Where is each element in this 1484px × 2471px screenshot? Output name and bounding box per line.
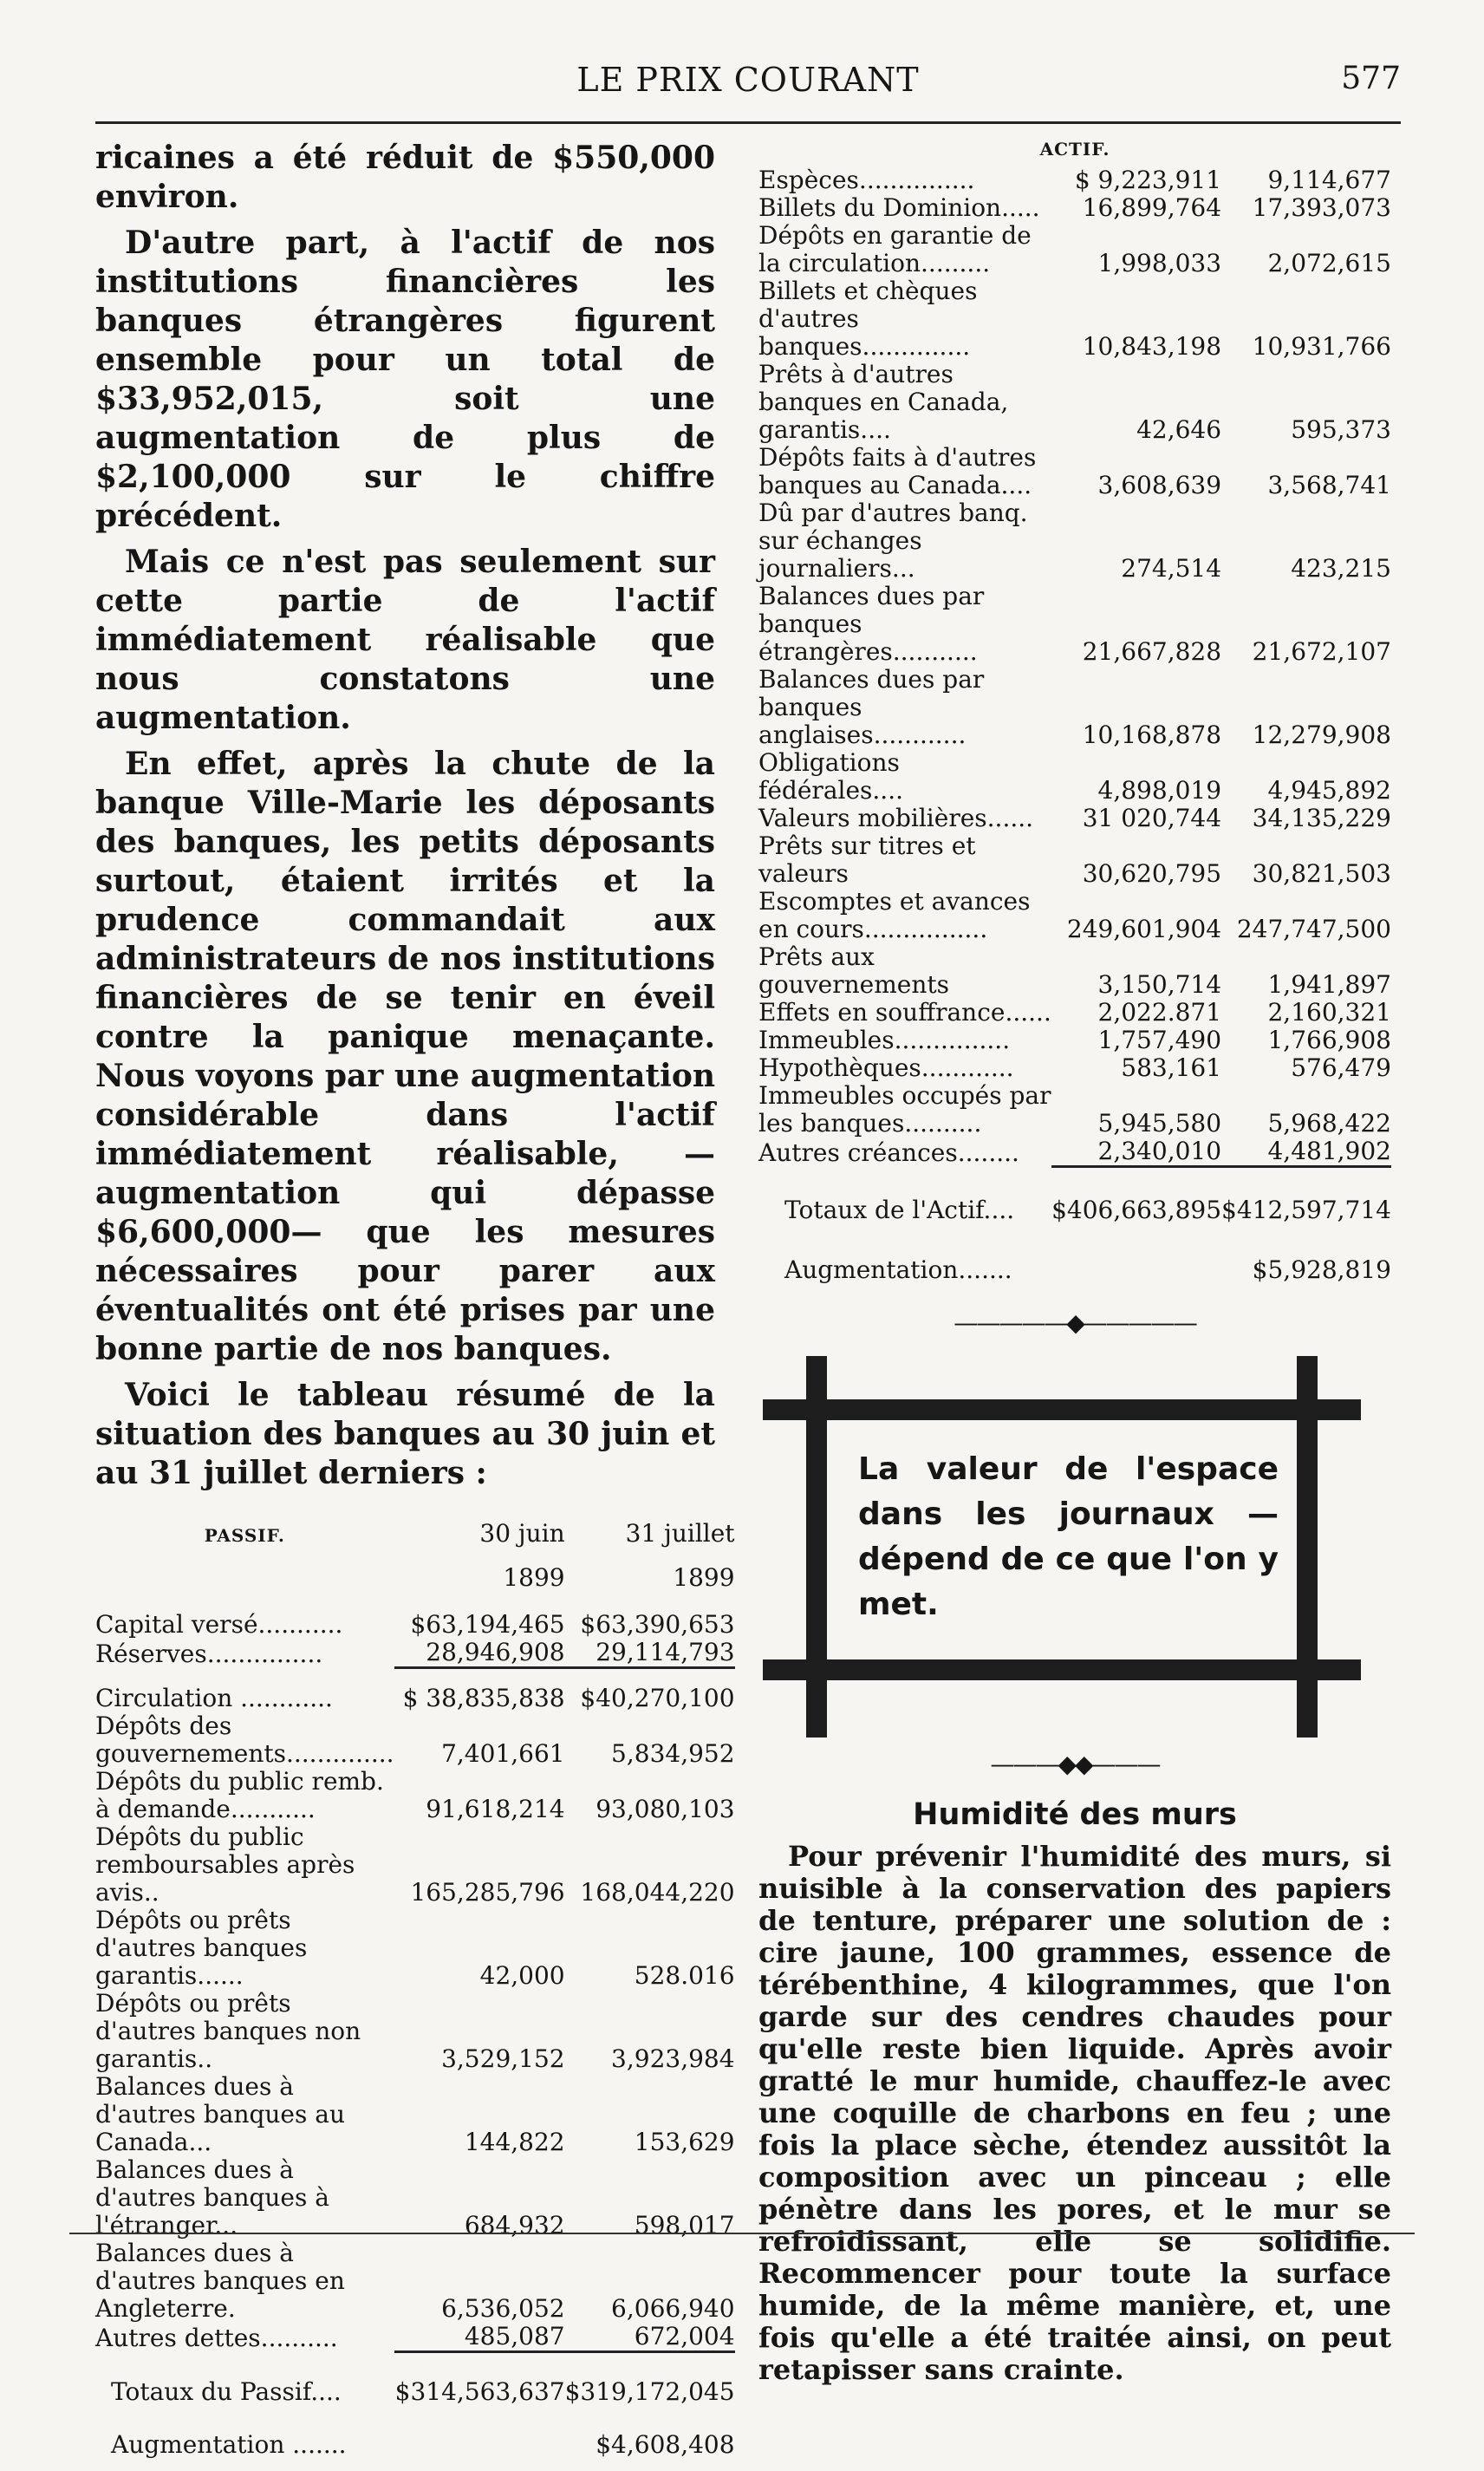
paragraph: D'autre part, à l'actif de nos institutions financières les banques étrangères figurent ensemble pour un total de $33,952,015, soit une augmentation de plus de $2,100,000 sur le chiffre précédent. — [95, 225, 715, 534]
table-row: Billets du Dominion..... 16,899,764 17,393,073 — [758, 193, 1391, 222]
col-header-31-juillet: 31 juillet — [625, 1519, 735, 1548]
total-label: Totaux du Passif.... — [111, 2377, 342, 2406]
table-row: Balances dues à d'autres banques à l'étranger... 684,932 598,017 — [95, 2155, 735, 2240]
table-row: Valeurs mobilières...... 31 020,744 34,135,229 — [758, 804, 1391, 832]
actif-augmentation-row — [758, 1240, 1391, 1300]
article-title: Humidité des murs — [913, 1797, 1237, 1832]
page-number: 577 — [1341, 61, 1401, 96]
total-30-juin: $406,663,895 — [1051, 1196, 1222, 1224]
total-31-juillet: $412,597,714 — [1221, 1196, 1391, 1224]
total-30-juin: $314,563,637 — [394, 2377, 565, 2406]
table-row: Balances dues à d'autres banques en Angleterre. 6,536,052 6,066,940 — [95, 2239, 735, 2323]
table-row: Effets en souffrance...... 2,022.871 2,160,321 — [758, 998, 1391, 1027]
total-rule — [95, 2352, 735, 2366]
table-row: Prêts sur titres et valeurs 30,620,795 30,821,503 — [758, 831, 1391, 888]
actif-total-row — [758, 1180, 1391, 1240]
table-row: Hypothèques............ 583,161 576,479 — [758, 1053, 1391, 1082]
passif-table-wrap — [95, 1519, 735, 2471]
table-row: Dépôts des gouvernements.............. 7,401,661 5,834,952 — [95, 1711, 735, 1768]
actif-heading: ACTIF. — [1039, 139, 1110, 160]
table-row: Capital versé........... $63,194,465 $63,390,653 — [95, 1610, 735, 1639]
augmentation-label: Augmentation ....... — [111, 2430, 347, 2459]
augmentation-label: Augmentation....... — [784, 1255, 1012, 1284]
table-row: Circulation ............ $ 38,835,838 $40,270,100 — [95, 1684, 735, 1712]
frame-bar-right — [1297, 1356, 1318, 1738]
frame-bar-left — [806, 1356, 827, 1738]
table-row: Dépôts en garantie de la circulation......... 1,998,033 2,072,615 — [758, 221, 1391, 277]
year-header: 1899 — [503, 1563, 565, 1592]
article-text — [95, 139, 715, 1493]
paragraph: En effet, après la chute de la banque Ville-Marie les déposants des banques, les petits déposants surtout, étaient irrités et la prudence commandait aux administrateurs de nos institutions financières de se tenir en éveil contre la panique menaçante. Nous voyons par une augmentation considérable dans l'actif immédiatement réalisable, — augmentation qui dépasse $6,600,000— que les mesures nécessaires pour parer aux éventualités ont été prises par une bonne partie de nos banques. — [95, 746, 715, 1367]
year-header: 1899 — [673, 1563, 735, 1592]
frame-bar-top — [763, 1399, 1361, 1420]
passif-augmentation-row — [95, 2418, 735, 2471]
table-row: Dépôts ou prêts d'autres banques non garantis.. 3,529,152 3,923,984 — [95, 1989, 735, 2073]
paragraph: Voici le tableau résumé de la situation des banques au 30 juin et au 31 juillet derniers : — [95, 1377, 715, 1491]
table-row: Dépôts ou prêts d'autres banques garantis...... 42,000 528.016 — [95, 1906, 735, 1990]
table-row: Prêts à d'autres banques en Canada, garantis.... 42,646 595,373 — [758, 360, 1391, 444]
table-rule — [95, 1668, 735, 1685]
passif-heading: PASSIF. — [204, 1525, 285, 1546]
total-rule — [758, 1167, 1391, 1181]
ornament-divider: ———◆◆——— — [990, 1750, 1160, 1778]
table-row: Prêts aux gouvernements 3,150,714 1,941,897 — [758, 942, 1391, 999]
paragraph: Mais ce n'est pas seulement sur cette partie de l'actif immédiatement réalisable que nous constatons une augmentation. — [95, 544, 715, 736]
journal-title: LE PRIX COURANT — [576, 61, 920, 99]
table-row: Balances dues à d'autres banques au Canada... 144,822 153,629 — [95, 2072, 735, 2156]
passif-total-row — [95, 2365, 735, 2418]
passif-table — [95, 1519, 735, 2471]
table-row: Dépôts faits à d'autres banques au Canada.... 3,608,639 3,568,741 — [758, 443, 1391, 499]
header-rule — [95, 121, 1401, 124]
article-humidite — [758, 1797, 1391, 2386]
table-row: Autres créances........ 2,340,010 4,481,902 — [758, 1137, 1391, 1167]
paragraph: ricaines a été réduit de $550,000 environ. — [95, 140, 715, 215]
augmentation-value: $5,928,819 — [1252, 1255, 1391, 1284]
table-row: Dépôts du public remboursables après avis.. 165,285,796 168,044,220 — [95, 1822, 735, 1907]
table-row: Espèces............... $ 9,223,911 9,114,677 — [758, 166, 1391, 194]
table-row: Réserves............... 28,946,908 29,114,793 — [95, 1638, 735, 1668]
col-header-30-juin: 30 juin — [479, 1519, 565, 1548]
left-column — [95, 139, 735, 2471]
table-row: Escomptes et avances en cours................ 249,601,904 247,747,500 — [758, 887, 1391, 943]
total-31-juillet: $319,172,045 — [564, 2377, 735, 2406]
page-header — [95, 61, 1401, 109]
table-row: Immeubles occupés par les banques.......... 5,945,580 5,968,422 — [758, 1081, 1391, 1138]
footer-rule — [69, 2233, 1415, 2234]
frame-bar-bottom — [763, 1659, 1361, 1680]
right-column — [758, 139, 1391, 2386]
table-row: Dépôts du public remb. à demande........... 91,618,214 93,080,103 — [95, 1767, 735, 1823]
table-row: Obligations fédérales.... 4,898,019 4,945,892 — [758, 748, 1391, 805]
table-row: Balances dues par banques anglaises............ 10,168,878 12,279,908 — [758, 665, 1391, 749]
table-row: Balances dues par banques étrangères........... 21,667,828 21,672,107 — [758, 582, 1391, 666]
table-row: Dû par d'autres banq. sur échanges journaliers... 274,514 423,215 — [758, 499, 1391, 583]
ornament-divider: —————◆————— — [954, 1308, 1196, 1337]
table-row: Autres dettes.......... 485,087 672,004 — [95, 2322, 735, 2352]
article-body: Pour prévenir l'humidité des murs, si nuisible à la conservation des papiers de tenture, préparer une solution de : cire jaune, 100 grammes, essence de térébenthine, 4 kilogrammes, que l'on garde sur des cendres chaudes pour qu'elle reste bien liquide. Après avoir gratté le mur humide, chauffez-le avec une coquille de charbons en feu ; une fois la place sèche, étendez aussitôt la composition avec un pinceau ; elle pénètre dans les pores, et le mur se refroidissant, elle se solidifie. Recommencer pour toute la surface humide, de la même manière, et, une fois qu'elle a été traitée ainsi, on peut retapisser sans crainte. — [758, 1840, 1391, 2386]
table-row: Billets et chèques d'autres banques.............. 10,843,198 10,931,766 — [758, 277, 1391, 361]
table-row: Immeubles............... 1,757,490 1,766,908 — [758, 1026, 1391, 1054]
augmentation-value: $4,608,408 — [596, 2430, 735, 2459]
advertisement-text: La valeur de l'espace dans les journaux — dépend de ce que l'on y met. — [858, 1451, 1279, 1622]
actif-table — [758, 166, 1391, 1300]
advertisement-box — [763, 1356, 1361, 1738]
total-label: Totaux de l'Actif.... — [784, 1196, 1015, 1224]
